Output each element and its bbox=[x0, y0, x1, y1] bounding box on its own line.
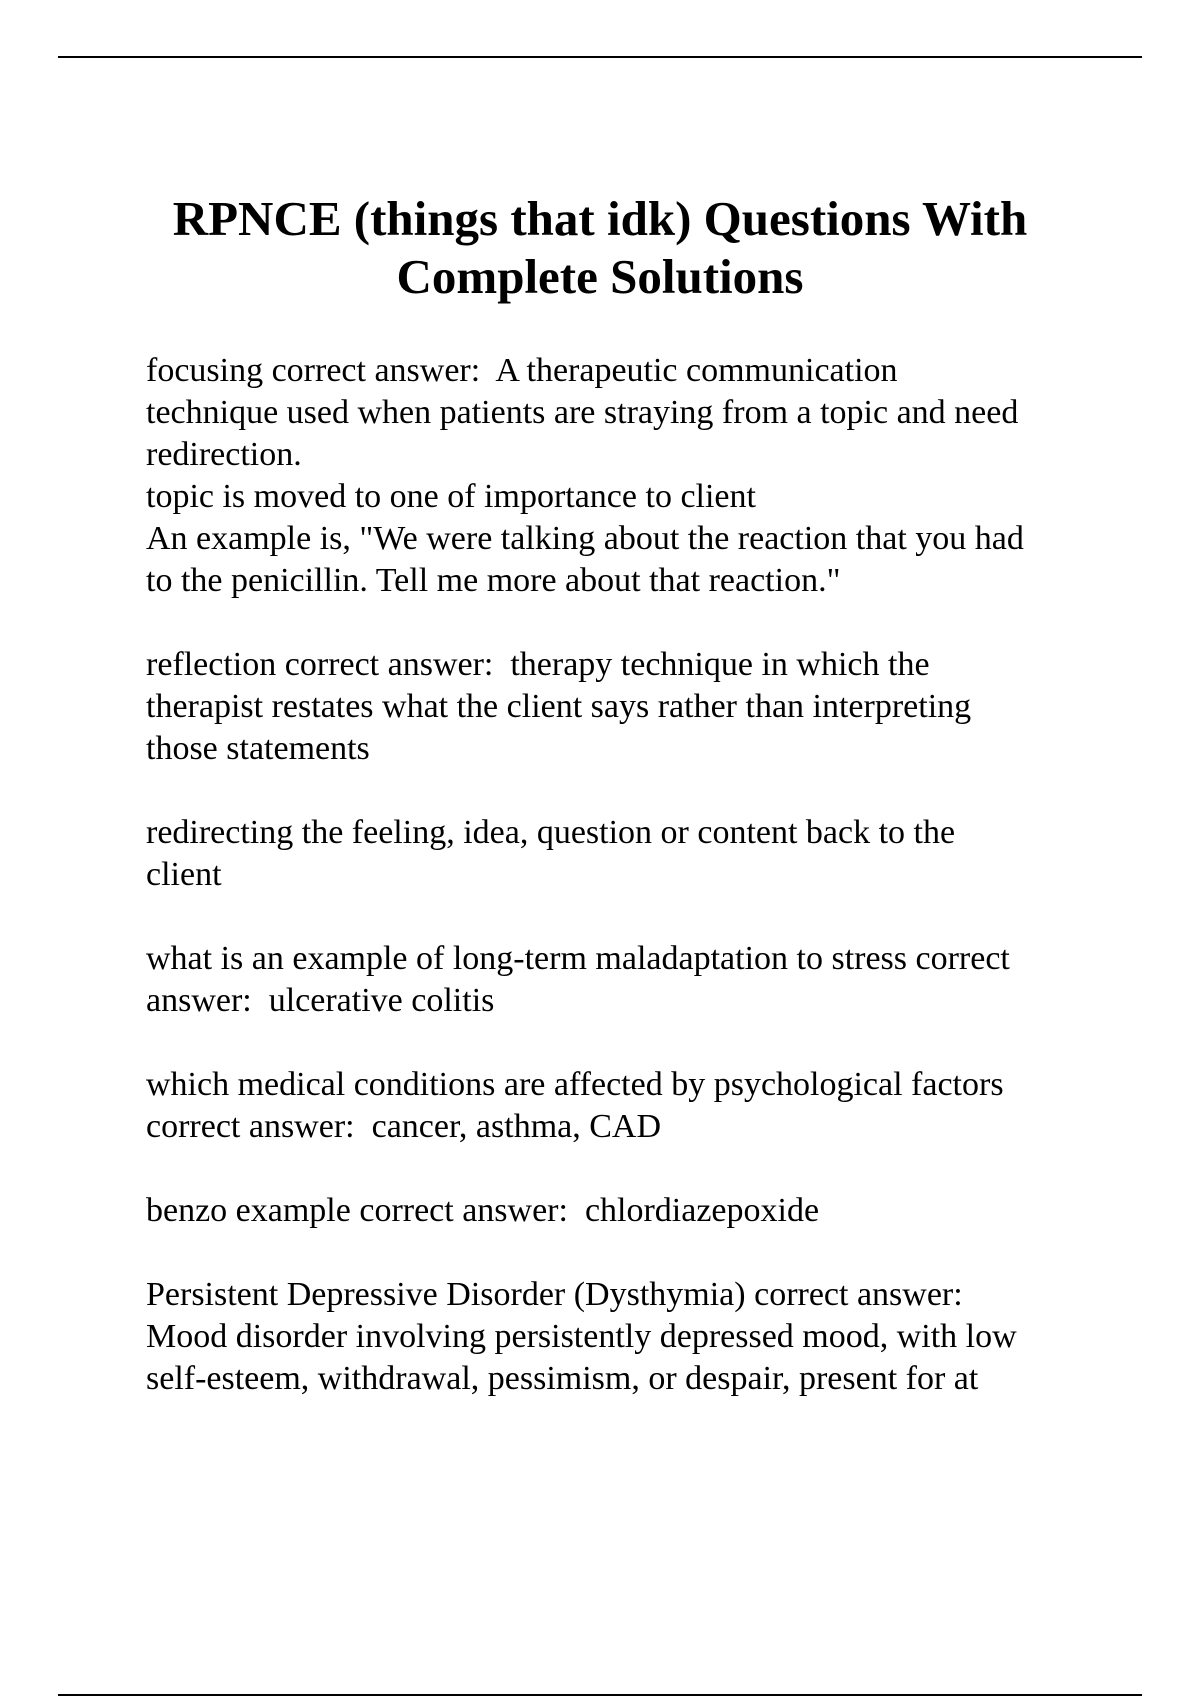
text-line: therapist restates what the client says rather than interpreting bbox=[146, 688, 972, 725]
qa-dysthymia bbox=[146, 1274, 1106, 1400]
text-line: answer: ulcerative colitis bbox=[146, 982, 495, 1019]
text-line: topic is moved to one of importance to client bbox=[146, 478, 756, 515]
qa-medical-conditions bbox=[146, 1064, 1106, 1148]
text-line: An example is, "We were talking about the reaction that you had bbox=[146, 520, 1024, 557]
title-line-1: RPNCE (things that idk) Questions With bbox=[172, 191, 1028, 246]
qa-reflection bbox=[146, 644, 1106, 770]
qa-benzo bbox=[146, 1190, 1106, 1232]
text-line: benzo example correct answer: chlordiazepoxide bbox=[146, 1192, 820, 1229]
title-line-2: Complete Solutions bbox=[396, 249, 804, 304]
top-rule bbox=[58, 56, 1142, 58]
qa-maladaptation bbox=[146, 938, 1106, 1022]
text-line: Persistent Depressive Disorder (Dysthymia) correct answer: bbox=[146, 1276, 963, 1313]
bottom-rule bbox=[58, 1694, 1142, 1696]
text-line: focusing correct answer: A therapeutic communication bbox=[146, 352, 898, 389]
document-title bbox=[100, 190, 1100, 306]
text-line: self-esteem, withdrawal, pessimism, or despair, present for at bbox=[146, 1360, 979, 1397]
text-line: those statements bbox=[146, 730, 370, 767]
text-line: to the penicillin. Tell me more about that reaction." bbox=[146, 562, 841, 599]
text-line: Mood disorder involving persistently depressed mood, with low bbox=[146, 1318, 1017, 1355]
qa-focusing bbox=[146, 350, 1106, 602]
text-line: redirection. bbox=[146, 436, 302, 473]
text-line: correct answer: cancer, asthma, CAD bbox=[146, 1108, 662, 1145]
text-line: client bbox=[146, 856, 222, 893]
text-line: which medical conditions are affected by psychological factors bbox=[146, 1066, 1004, 1103]
text-line: redirecting the feeling, idea, question or content back to the bbox=[146, 814, 956, 851]
qa-redirecting bbox=[146, 812, 1106, 896]
document-body bbox=[146, 350, 1106, 1442]
text-line: reflection correct answer: therapy technique in which the bbox=[146, 646, 930, 683]
text-line: what is an example of long-term maladaptation to stress correct bbox=[146, 940, 1010, 977]
text-line: technique used when patients are straying from a topic and need bbox=[146, 394, 1019, 431]
